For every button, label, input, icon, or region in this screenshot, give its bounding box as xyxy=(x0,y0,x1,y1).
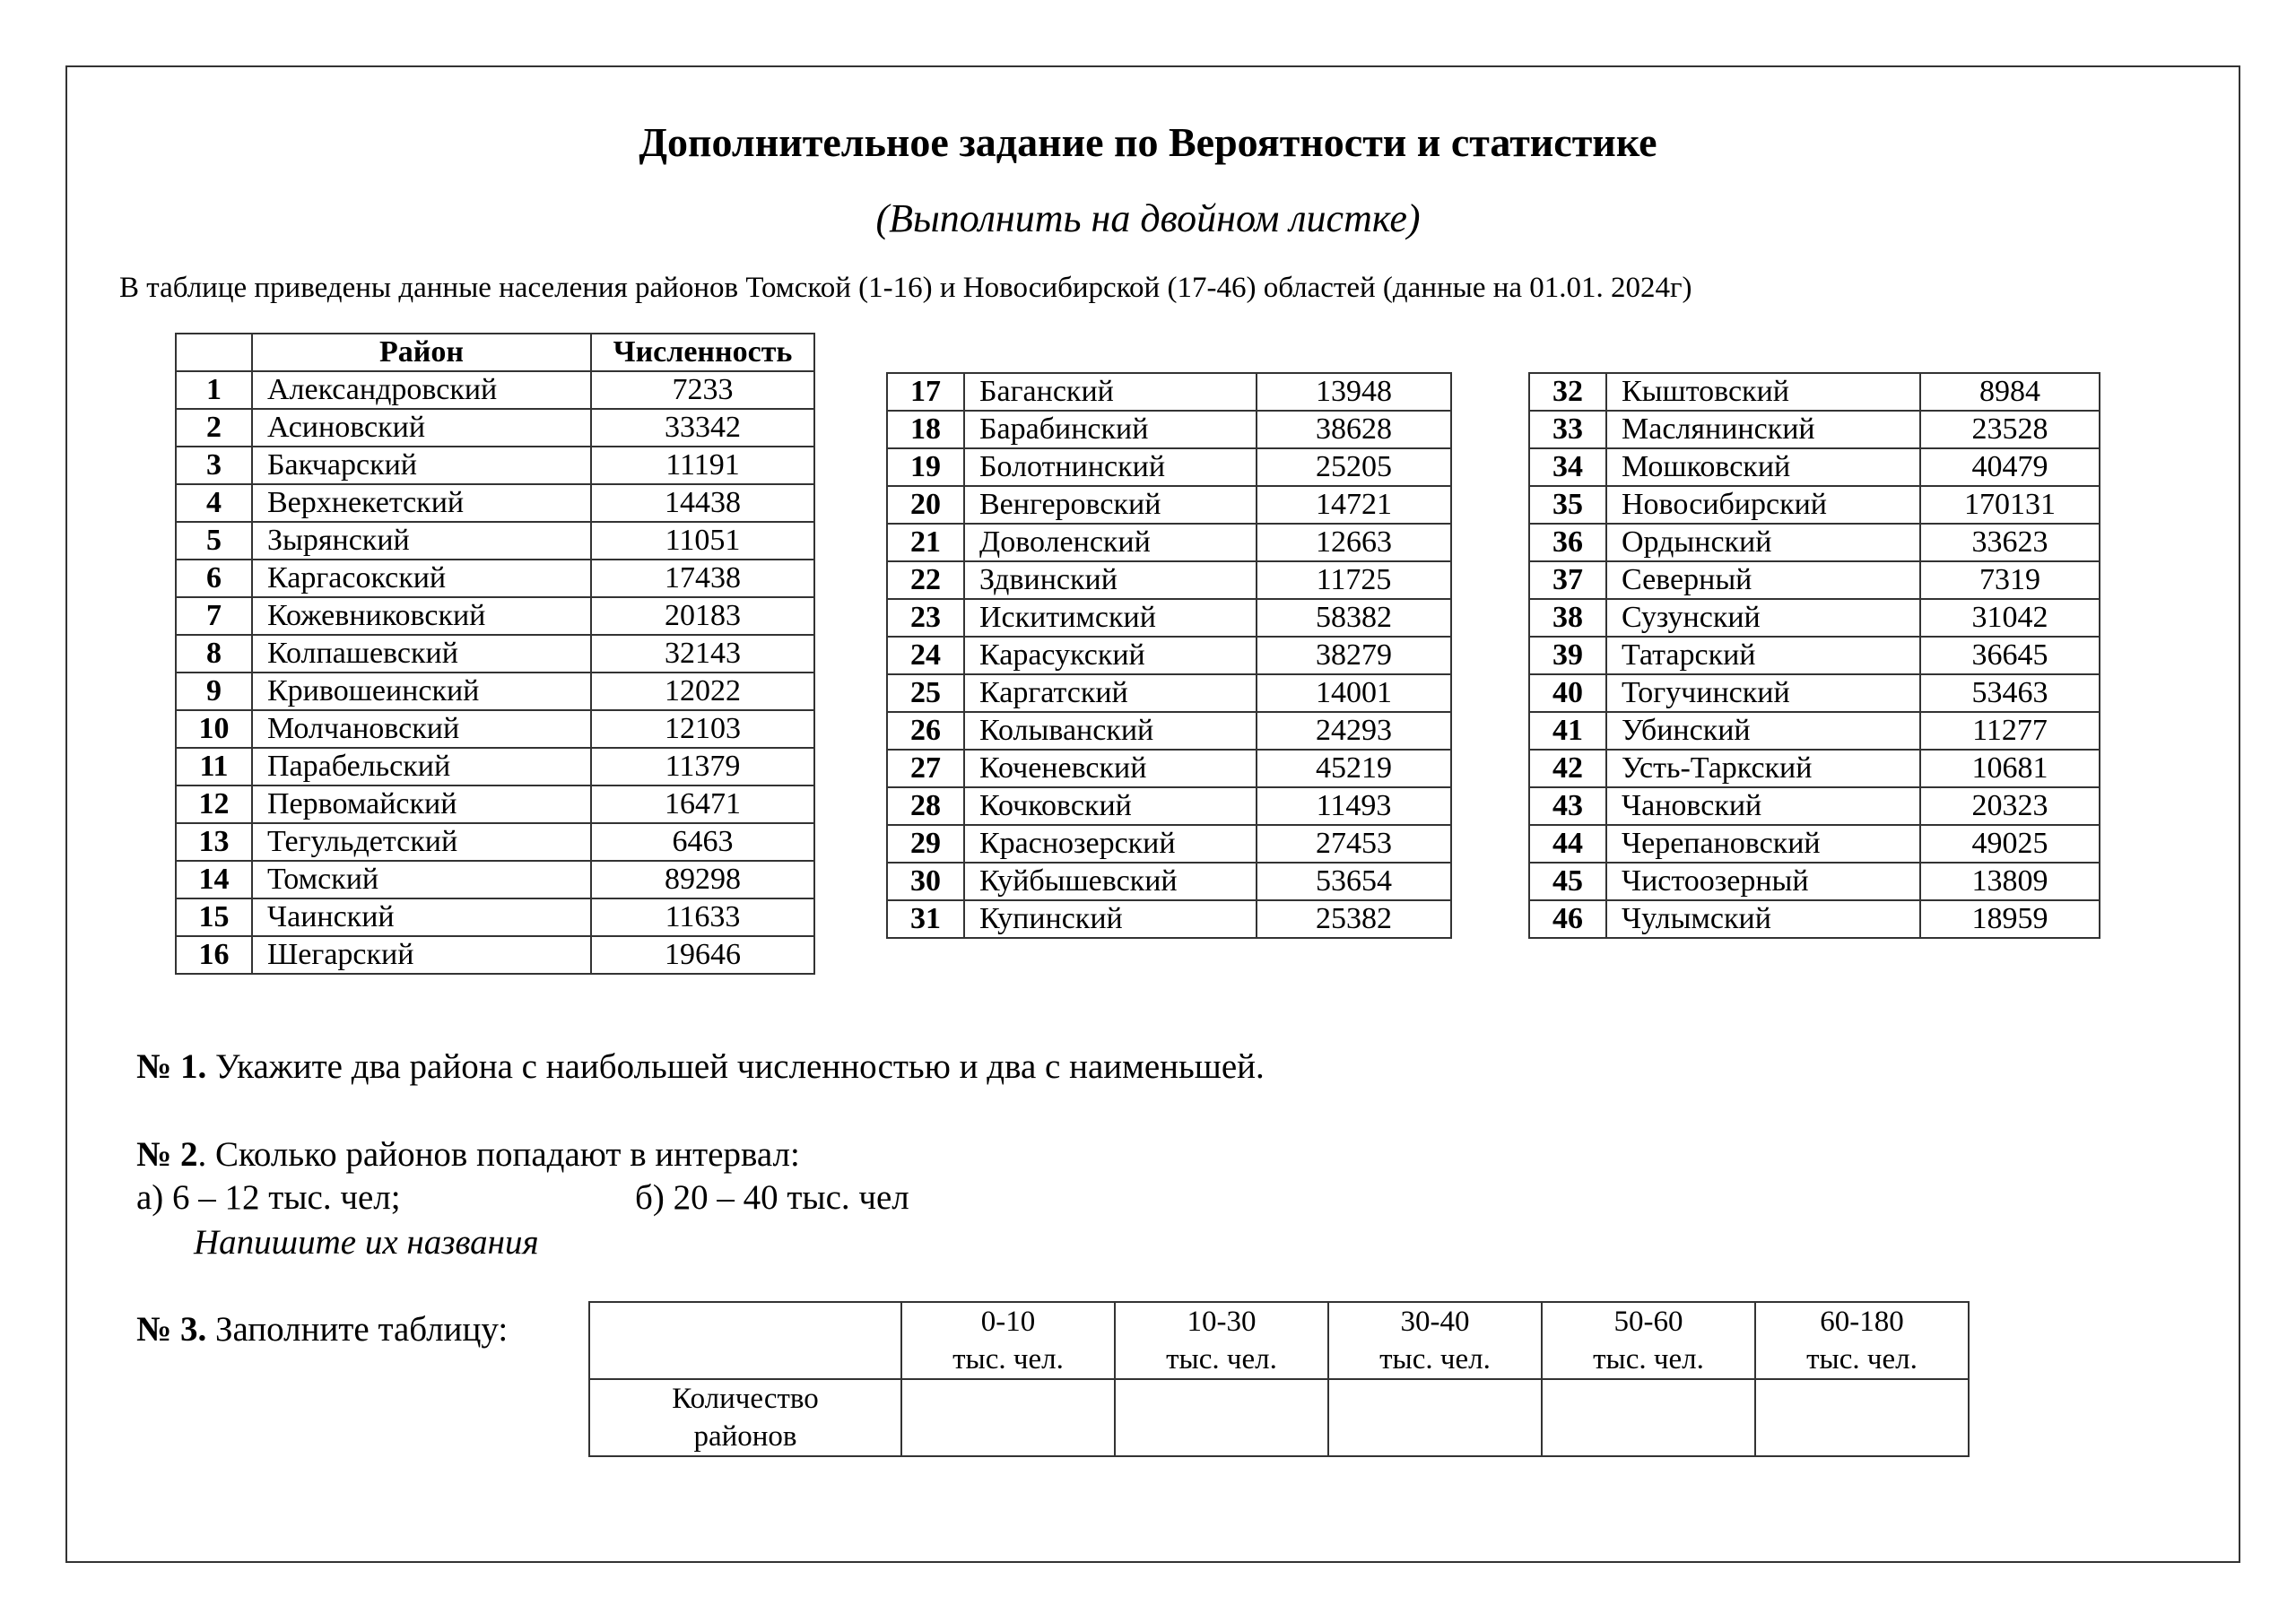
row-number: 10 xyxy=(176,710,252,748)
district-name: Тогучинский xyxy=(1606,674,1920,712)
row-number: 38 xyxy=(1529,599,1606,637)
fill-table-answer-row xyxy=(589,1379,1969,1456)
row-number: 36 xyxy=(1529,524,1606,561)
population-value: 11191 xyxy=(591,447,814,484)
answer-cell[interactable] xyxy=(1755,1379,1969,1456)
intro-text: В таблице приведены данные населения районов Томской (1-16) и Новосибирской (17-46) областей (данные на 01.01. 2024г) xyxy=(119,272,1692,304)
range-unit: тыс. чел. xyxy=(1806,1343,1918,1376)
row-number: 3 xyxy=(176,447,252,484)
question-2-label: № 2 xyxy=(136,1135,198,1174)
row-number: 11 xyxy=(176,748,252,785)
page-subtitle: (Выполнить на двойном листке) xyxy=(875,196,1421,240)
range-header-cell xyxy=(1115,1302,1328,1379)
range-header-cell xyxy=(1328,1302,1542,1379)
district-name: Коченевский xyxy=(964,750,1257,787)
table-row xyxy=(1529,561,2100,599)
row-number: 40 xyxy=(1529,674,1606,712)
table-row xyxy=(887,448,1451,486)
district-name: Шегарский xyxy=(252,936,591,974)
population-value: 14721 xyxy=(1257,486,1451,524)
row-number: 27 xyxy=(887,750,964,787)
table-row xyxy=(1529,863,2100,900)
row-number: 17 xyxy=(887,373,964,411)
population-value: 11493 xyxy=(1257,787,1451,825)
district-name: Кочковский xyxy=(964,787,1257,825)
row-number: 4 xyxy=(176,484,252,522)
question-3 xyxy=(136,1309,508,1350)
question-3-text: Заполните таблицу: xyxy=(206,1310,509,1349)
table-row xyxy=(887,825,1451,863)
row-number: 8 xyxy=(176,635,252,673)
table-row xyxy=(176,898,814,936)
district-name: Доволенский xyxy=(964,524,1257,561)
range-label: 50-60 xyxy=(1613,1306,1683,1338)
population-value: 25382 xyxy=(1257,900,1451,938)
table-row xyxy=(1529,637,2100,674)
row-number: 12 xyxy=(176,785,252,823)
table-row xyxy=(887,863,1451,900)
population-value: 38279 xyxy=(1257,637,1451,674)
table-row xyxy=(1529,524,2100,561)
district-name: Тегульдетский xyxy=(252,823,591,861)
table-row xyxy=(887,524,1451,561)
population-value: 12022 xyxy=(591,673,814,710)
range-label: 10-30 xyxy=(1187,1306,1257,1338)
table-row xyxy=(887,674,1451,712)
population-value: 40479 xyxy=(1920,448,2100,486)
table-row xyxy=(176,861,814,898)
district-name: Верхнекетский xyxy=(252,484,591,522)
table-row xyxy=(887,787,1451,825)
table-row xyxy=(176,409,814,447)
answer-cell[interactable] xyxy=(901,1379,1115,1456)
table-row xyxy=(176,823,814,861)
question-2-hint: Напишите их названия xyxy=(194,1223,539,1262)
question-2 xyxy=(136,1134,800,1175)
row-number: 39 xyxy=(1529,637,1606,674)
range-label: 60-180 xyxy=(1820,1306,1904,1338)
population-value: 89298 xyxy=(591,861,814,898)
district-name: Мошковский xyxy=(1606,448,1920,486)
row-number: 24 xyxy=(887,637,964,674)
row-number: 41 xyxy=(1529,712,1606,750)
fill-table-corner-cell xyxy=(589,1302,901,1379)
fill-table-header-row xyxy=(589,1302,1969,1379)
population-value: 12103 xyxy=(591,710,814,748)
row-number: 28 xyxy=(887,787,964,825)
row-label-line-1: Количество xyxy=(672,1383,819,1415)
table-row xyxy=(1529,712,2100,750)
population-value: 13948 xyxy=(1257,373,1451,411)
district-name: Усть-Таркский xyxy=(1606,750,1920,787)
row-label-line-2: районов xyxy=(693,1420,797,1453)
district-name: Парабельский xyxy=(252,748,591,785)
row-number: 35 xyxy=(1529,486,1606,524)
district-name: Бакчарский xyxy=(252,447,591,484)
row-number: 6 xyxy=(176,560,252,597)
row-number: 45 xyxy=(1529,863,1606,900)
district-name: Искитимский xyxy=(964,599,1257,637)
table-row xyxy=(176,635,814,673)
table-row xyxy=(176,710,814,748)
district-name: Каргасокский xyxy=(252,560,591,597)
district-name: Черепановский xyxy=(1606,825,1920,863)
table-row xyxy=(1529,599,2100,637)
population-value: 10681 xyxy=(1920,750,2100,787)
population-value: 24293 xyxy=(1257,712,1451,750)
district-name: Колпашевский xyxy=(252,635,591,673)
district-name: Томский xyxy=(252,861,591,898)
population-value: 20183 xyxy=(591,597,814,635)
population-value: 11379 xyxy=(591,748,814,785)
population-value: 23528 xyxy=(1920,411,2100,448)
row-number: 44 xyxy=(1529,825,1606,863)
district-name: Барабинский xyxy=(964,411,1257,448)
row-number: 5 xyxy=(176,522,252,560)
district-name: Кожевниковский xyxy=(252,597,591,635)
table-row xyxy=(176,748,814,785)
district-name: Карасукский xyxy=(964,637,1257,674)
population-value: 12663 xyxy=(1257,524,1451,561)
range-header-cell xyxy=(901,1302,1115,1379)
population-value: 13809 xyxy=(1920,863,2100,900)
table-row xyxy=(176,597,814,635)
table-row xyxy=(176,447,814,484)
row-number: 46 xyxy=(1529,900,1606,938)
table-row xyxy=(1529,787,2100,825)
table-row xyxy=(887,750,1451,787)
table-row xyxy=(887,373,1451,411)
row-number: 37 xyxy=(1529,561,1606,599)
question-2-text: . Сколько районов попадают в интервал: xyxy=(197,1135,800,1174)
row-number: 21 xyxy=(887,524,964,561)
row-number: 16 xyxy=(176,936,252,974)
district-name: Каргатский xyxy=(964,674,1257,712)
population-value: 18959 xyxy=(1920,900,2100,938)
population-value: 32143 xyxy=(591,635,814,673)
row-number: 42 xyxy=(1529,750,1606,787)
row-number: 34 xyxy=(1529,448,1606,486)
population-value: 45219 xyxy=(1257,750,1451,787)
range-header-cell xyxy=(1542,1302,1755,1379)
district-name: Колыванский xyxy=(964,712,1257,750)
range-unit: тыс. чел. xyxy=(1379,1343,1491,1376)
table-row xyxy=(887,561,1451,599)
question-1-label: № 1. xyxy=(136,1047,207,1086)
row-number: 9 xyxy=(176,673,252,710)
row-number: 31 xyxy=(887,900,964,938)
question-1-text: Укажите два района с наибольшей численностью и два с наименьшей. xyxy=(206,1047,1265,1086)
fill-table-row-label xyxy=(589,1379,901,1456)
question-2-option-a: а) 6 – 12 тыс. чел; xyxy=(136,1178,401,1217)
district-name: Кривошеинский xyxy=(252,673,591,710)
row-number: 13 xyxy=(176,823,252,861)
question-3-label: № 3. xyxy=(136,1310,207,1349)
population-value: 33342 xyxy=(591,409,814,447)
row-number: 20 xyxy=(887,486,964,524)
range-unit: тыс. чел. xyxy=(952,1343,1064,1376)
table-row xyxy=(176,785,814,823)
population-value: 17438 xyxy=(591,560,814,597)
district-name: Молчановский xyxy=(252,710,591,748)
range-header-cell xyxy=(1755,1302,1969,1379)
range-unit: тыс. чел. xyxy=(1593,1343,1704,1376)
row-number: 32 xyxy=(1529,373,1606,411)
population-value: 58382 xyxy=(1257,599,1451,637)
population-value: 53654 xyxy=(1257,863,1451,900)
district-name: Александровский xyxy=(252,371,591,409)
district-name: Зырянский xyxy=(252,522,591,560)
population-value: 16471 xyxy=(591,785,814,823)
district-name: Краснозерский xyxy=(964,825,1257,863)
header-population: Численность xyxy=(591,334,814,371)
district-name: Чистоозерный xyxy=(1606,863,1920,900)
district-name: Северный xyxy=(1606,561,1920,599)
table-row xyxy=(176,673,814,710)
row-number: 30 xyxy=(887,863,964,900)
table-row xyxy=(1529,900,2100,938)
population-value: 14438 xyxy=(591,484,814,522)
header-district: Район xyxy=(252,334,591,371)
population-value: 27453 xyxy=(1257,825,1451,863)
population-value: 8984 xyxy=(1920,373,2100,411)
row-number: 25 xyxy=(887,674,964,712)
population-value: 11277 xyxy=(1920,712,2100,750)
row-number: 7 xyxy=(176,597,252,635)
table-row xyxy=(1529,411,2100,448)
population-value: 38628 xyxy=(1257,411,1451,448)
population-value: 19646 xyxy=(591,936,814,974)
table-row xyxy=(176,936,814,974)
range-label: 0-10 xyxy=(980,1306,1036,1338)
table-row xyxy=(176,371,814,409)
population-value: 49025 xyxy=(1920,825,2100,863)
table-row xyxy=(887,411,1451,448)
population-value: 36645 xyxy=(1920,637,2100,674)
answer-cell[interactable] xyxy=(1542,1379,1755,1456)
answer-cell[interactable] xyxy=(1328,1379,1542,1456)
district-name: Первомайский xyxy=(252,785,591,823)
table-row xyxy=(1529,825,2100,863)
table-row xyxy=(1529,674,2100,712)
population-value: 7233 xyxy=(591,371,814,409)
district-name: Убинский xyxy=(1606,712,1920,750)
row-number: 2 xyxy=(176,409,252,447)
district-name: Кыштовский xyxy=(1606,373,1920,411)
district-name: Чулымский xyxy=(1606,900,1920,938)
district-name: Баганский xyxy=(964,373,1257,411)
table-row xyxy=(887,486,1451,524)
population-value: 11633 xyxy=(591,898,814,936)
district-name: Купинский xyxy=(964,900,1257,938)
district-table-tomsk xyxy=(175,333,815,975)
row-number: 19 xyxy=(887,448,964,486)
district-name: Чановский xyxy=(1606,787,1920,825)
question-2-option-b: б) 20 – 40 тыс. чел xyxy=(635,1178,909,1217)
population-value: 11725 xyxy=(1257,561,1451,599)
table-row xyxy=(176,560,814,597)
answer-cell[interactable] xyxy=(1115,1379,1328,1456)
table-row xyxy=(887,599,1451,637)
question-1 xyxy=(136,1046,1265,1087)
population-value: 20323 xyxy=(1920,787,2100,825)
table-row xyxy=(887,637,1451,674)
district-name: Болотнинский xyxy=(964,448,1257,486)
table-header-row xyxy=(176,334,814,371)
population-value: 7319 xyxy=(1920,561,2100,599)
population-value: 33623 xyxy=(1920,524,2100,561)
district-name: Здвинский xyxy=(964,561,1257,599)
district-name: Маслянинский xyxy=(1606,411,1920,448)
row-number: 23 xyxy=(887,599,964,637)
district-name: Венгеровский xyxy=(964,486,1257,524)
population-value: 53463 xyxy=(1920,674,2100,712)
row-number: 22 xyxy=(887,561,964,599)
row-number: 43 xyxy=(1529,787,1606,825)
row-number: 29 xyxy=(887,825,964,863)
table-row xyxy=(176,522,814,560)
table-row xyxy=(176,484,814,522)
district-table-novosibirsk-1 xyxy=(886,372,1452,939)
row-number: 15 xyxy=(176,898,252,936)
row-number: 33 xyxy=(1529,411,1606,448)
table-row xyxy=(887,900,1451,938)
row-number: 26 xyxy=(887,712,964,750)
table-row xyxy=(1529,750,2100,787)
fill-in-table xyxy=(588,1301,1970,1457)
population-value: 170131 xyxy=(1920,486,2100,524)
table-row xyxy=(1529,486,2100,524)
district-table-novosibirsk-2 xyxy=(1528,372,2100,939)
district-name: Ордынский xyxy=(1606,524,1920,561)
page-title: Дополнительное задание по Вероятности и статистике xyxy=(639,119,1657,165)
district-name: Чаинский xyxy=(252,898,591,936)
population-value: 11051 xyxy=(591,522,814,560)
table-row xyxy=(887,712,1451,750)
row-number: 18 xyxy=(887,411,964,448)
district-name: Татарский xyxy=(1606,637,1920,674)
header-num xyxy=(176,334,252,371)
population-value: 14001 xyxy=(1257,674,1451,712)
district-name: Куйбышевский xyxy=(964,863,1257,900)
range-label: 30-40 xyxy=(1400,1306,1470,1338)
district-name: Новосибирский xyxy=(1606,486,1920,524)
table-row xyxy=(1529,448,2100,486)
row-number: 1 xyxy=(176,371,252,409)
district-name: Асиновский xyxy=(252,409,591,447)
table-row xyxy=(1529,373,2100,411)
population-value: 31042 xyxy=(1920,599,2100,637)
population-value: 25205 xyxy=(1257,448,1451,486)
district-name: Сузунский xyxy=(1606,599,1920,637)
row-number: 14 xyxy=(176,861,252,898)
population-value: 6463 xyxy=(591,823,814,861)
range-unit: тыс. чел. xyxy=(1166,1343,1277,1376)
